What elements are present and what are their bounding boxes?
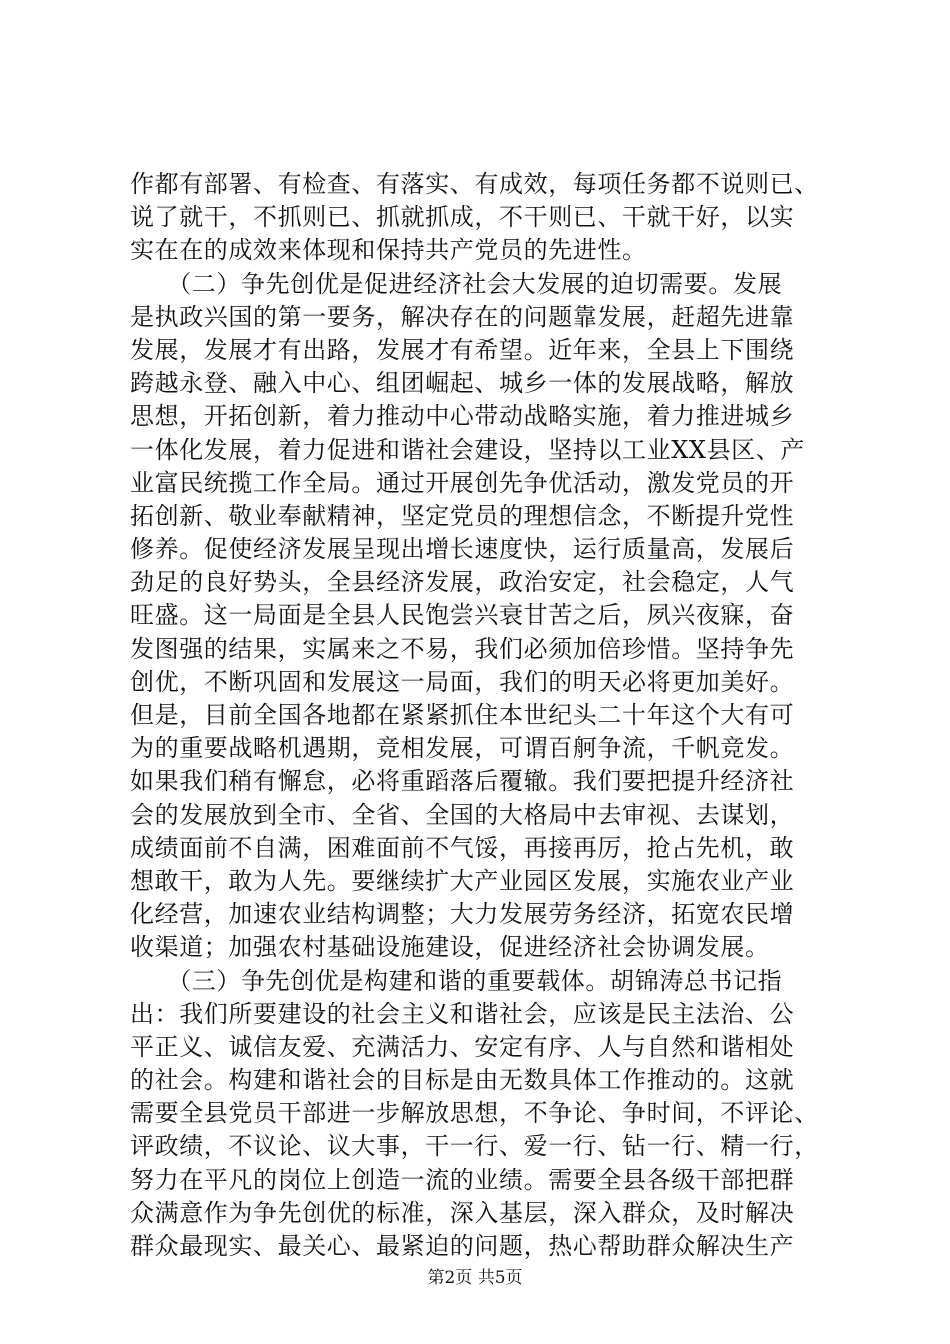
text-line: 业富民统揽工作全局。通过开展创先争优活动，激发党员的开 xyxy=(130,468,795,497)
text-line: 评政绩，不议论、议大事，干一行、爱一行、钻一行、精一行， xyxy=(130,1132,819,1161)
text-line: 收渠道；加强农村基础设施建设，促进经济社会协调发展。 xyxy=(130,933,770,962)
text-line: 想敢干，敢为人先。要继续扩大产业园区发展，实施农业产业 xyxy=(130,866,795,895)
text-line: 发展，发展才有出路，发展才有希望。近年来，全县上下围绕 xyxy=(130,335,795,364)
document-body xyxy=(130,168,830,1263)
text-line: 出：我们所要建设的社会主义和谐社会，应该是民主法治、公 xyxy=(130,999,795,1028)
text-line: 的社会。构建和谐社会的目标是由无数具体工作推动的。这就 xyxy=(130,1066,795,1095)
text-line: 劲足的良好势头，全县经济发展，政治安定，社会稳定，人气 xyxy=(130,568,795,597)
text-line: 思想，开拓创新，着力推动中心带动战略实施，着力推进城乡 xyxy=(130,402,795,431)
paragraph-start-line: （二）争先创优是促进经济社会大发展的迫切需要。发展 xyxy=(130,269,783,298)
text-line: 说了就干，不抓则已、抓就抓成，不干则已、干就干好，以实 xyxy=(130,203,795,232)
text-line: 实在在的成效来体现和保持共产党员的先进性。 xyxy=(130,236,647,265)
page-footer xyxy=(0,1268,950,1288)
text-line: 群众最现实、最关心、最紧迫的问题，热心帮助群众解决生产 xyxy=(130,1232,795,1260)
text-line: 作都有部署、有检查、有落实、有成效，每项任务都不说则已、 xyxy=(130,170,819,198)
text-line: 修养。促使经济发展呈现出增长速度快，运行质量高，发展后 xyxy=(130,535,795,564)
text-line: 一体化发展，着力促进和谐社会建设，坚持以工业XX县区、产 xyxy=(130,435,805,464)
text-line: 众满意作为争先创优的标准，深入基层，深入群众，及时解决 xyxy=(130,1198,795,1227)
text-line: 平正义、诚信友爱、充满活力、安定有序、人与自然和谐相处 xyxy=(130,1032,795,1061)
text-line: 发图强的结果，实属来之不易，我们必须加倍珍惜。坚持争先 xyxy=(130,634,795,663)
text-line: 为的重要战略机遇期，竞相发展，可谓百舸争流，千帆竞发。 xyxy=(130,734,795,763)
text-line: 是执政兴国的第一要务，解决存在的问题靠发展，赶超先进靠 xyxy=(130,302,795,331)
text-line: 需要全县党员干部进一步解放思想，不争论、争时间，不评论、 xyxy=(130,1099,819,1128)
text-line: 化经营，加速农业结构调整；大力发展劳务经济，拓宽农民增 xyxy=(130,900,795,929)
text-line: 如果我们稍有懈怠，必将重蹈落后覆辙。我们要把提升经济社 xyxy=(130,767,795,796)
text-line: 努力在平凡的岗位上创造一流的业绩。需要全县各级干部把群 xyxy=(130,1165,795,1194)
text-line: 创优，不断巩固和发展这一局面，我们的明天必将更加美好。 xyxy=(130,667,795,696)
text-line: 但是，目前全国各地都在紧紧抓住本世纪头二十年这个大有可 xyxy=(130,701,795,729)
text-line: 拓创新、敬业奉献精神，坚定党员的理想信念，不断提升党性 xyxy=(130,501,795,530)
page-number: 第2页 共5页 xyxy=(427,1268,523,1288)
text-line: 跨越永登、融入中心、组团崛起、城乡一体的发展战略，解放 xyxy=(130,369,795,398)
text-line: 成绩面前不自满，困难面前不气馁，再接再厉，抢占先机，敢 xyxy=(130,833,795,862)
text-line: 旺盛。这一局面是全县人民饱尝兴衰甘苦之后，夙兴夜寐，奋 xyxy=(130,601,795,630)
paragraph-start-line: （三）争先创优是构建和谐的重要载体。胡锦涛总书记指 xyxy=(130,966,783,995)
text-line: 会的发展放到全市、全省、全国的大格局中去审视、去谋划， xyxy=(130,800,795,829)
